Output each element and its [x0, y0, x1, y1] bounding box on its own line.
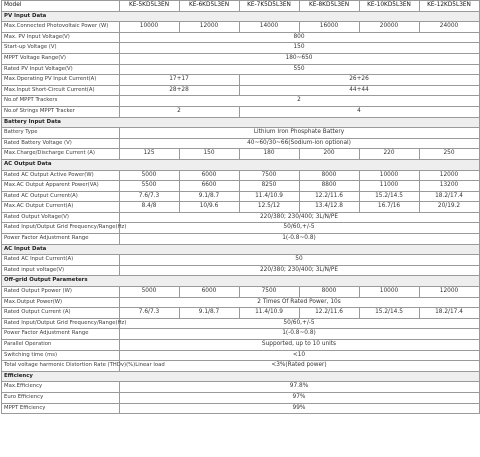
- spec-value: 5000: [119, 170, 179, 181]
- spec-value: 13200: [419, 181, 479, 192]
- spec-value: 1(-0.8~0.8): [119, 329, 479, 340]
- spec-value: 10/9.6: [179, 202, 239, 213]
- spec-label: MPPT Voltage Range(V): [2, 53, 119, 64]
- spec-row: [2, 85, 479, 96]
- spec-value: 13.4/12.8: [299, 202, 359, 213]
- spec-row: [2, 43, 479, 54]
- spec-value: 12000: [179, 22, 239, 33]
- spec-label: Max.AC Output Current(A): [2, 202, 119, 213]
- spec-value: 7500: [239, 170, 299, 181]
- spec-label: Rated Output Current (A): [2, 308, 119, 319]
- spec-value: 12.5/12: [239, 202, 299, 213]
- spec-label: Battery Type: [2, 128, 119, 139]
- spec-table: [2, 1, 480, 414]
- spec-value: 20/19.2: [419, 202, 479, 213]
- spec-value: 10000: [119, 22, 179, 33]
- spec-label: Rated Output Ppower (W): [2, 287, 119, 298]
- spec-value: 6600: [179, 181, 239, 192]
- spec-value: 180~650: [119, 53, 479, 64]
- spec-value: 150: [179, 149, 239, 160]
- spec-value: 6000: [179, 170, 239, 181]
- spec-value: 14000: [239, 22, 299, 33]
- spec-label: Euro Efficiency: [2, 392, 119, 403]
- spec-label: Total voltage harmonic Distortion Rate (THDv)(%)Linear load: [2, 361, 119, 372]
- spec-row: [2, 22, 479, 33]
- spec-value: 250: [419, 149, 479, 160]
- spec-value: 180: [239, 149, 299, 160]
- spec-value: 125: [119, 149, 179, 160]
- spec-value: 150: [119, 43, 479, 54]
- spec-row: [2, 149, 479, 160]
- spec-row: [2, 297, 479, 308]
- spec-label: Power Factor Adjustment Range: [2, 329, 119, 340]
- section-header-row: [2, 371, 479, 382]
- spec-label: MPPT Efficiency: [2, 403, 119, 414]
- spec-value: 11.4/10.9: [239, 191, 299, 202]
- spec-value: 44+44: [239, 85, 479, 96]
- spec-value: 200: [299, 149, 359, 160]
- spec-value: 10000: [359, 287, 419, 298]
- spec-label: No.of MPPT Trackers: [2, 96, 119, 107]
- spec-label: Max.Output Power(W): [2, 297, 119, 308]
- spec-value: 50: [119, 255, 479, 266]
- spec-value: 20000: [359, 22, 419, 33]
- spec-value: 9.1/8.7: [179, 191, 239, 202]
- spec-label: Start-up Voltage (V): [2, 43, 119, 54]
- model-name: KE-6KD5L3EN: [179, 1, 239, 11]
- model-name: KE-10KD5L3EN: [359, 1, 419, 11]
- spec-label: Max. PV Input Voltage(V): [2, 32, 119, 43]
- section-title: PV Input Data: [2, 11, 479, 22]
- section-header-row: [2, 276, 479, 287]
- spec-label: Rated AC Output Active Power(W): [2, 170, 119, 181]
- spec-value: <10: [119, 350, 479, 361]
- spec-value: 11.4/10.9: [239, 308, 299, 319]
- spec-value: 18.2/17.4: [419, 191, 479, 202]
- spec-value: 97%: [119, 392, 479, 403]
- spec-row: [2, 382, 479, 393]
- spec-value: 40~60/30~66(Sodium-ion optional): [119, 138, 479, 149]
- section-title: Battery Input Data: [2, 117, 479, 128]
- spec-value: 2: [119, 96, 479, 107]
- spec-row: [2, 96, 479, 107]
- spec-value: 18.2/17.4: [419, 308, 479, 319]
- spec-row: [2, 170, 479, 181]
- model-header-label: Model: [2, 1, 119, 11]
- spec-label: Rated AC Input Current(A): [2, 255, 119, 266]
- spec-label: Rated Input/Output Grid Frequency/Range(Hz): [2, 318, 119, 329]
- spec-row: [2, 75, 479, 86]
- spec-value: 9.1/8.7: [179, 308, 239, 319]
- spec-label: No.of Strings MPPT Tracker: [2, 106, 119, 117]
- spec-label: Rated Input/Output Grid Frequency/Range(Hz): [2, 223, 119, 234]
- spec-value: 12.2/11.6: [299, 308, 359, 319]
- spec-value: 7.6/7.3: [119, 308, 179, 319]
- spec-row: [2, 392, 479, 403]
- spec-value: 8000: [299, 170, 359, 181]
- spec-value: 6000: [179, 287, 239, 298]
- spec-table-body: [2, 1, 479, 414]
- spec-row: [2, 265, 479, 276]
- section-header-row: [2, 11, 479, 22]
- spec-value: 12000: [419, 170, 479, 181]
- spec-label: Max.Efficiency: [2, 382, 119, 393]
- spec-sheet: [1, 0, 480, 414]
- spec-value: 8.4/8: [119, 202, 179, 213]
- spec-value: 220: [359, 149, 419, 160]
- spec-value: 17+17: [119, 75, 239, 86]
- model-name: KE-7K5D5L3EN: [239, 1, 299, 11]
- spec-value: 26+26: [239, 75, 479, 86]
- spec-value: 28+28: [119, 85, 239, 96]
- spec-value: 50/60,+/-5: [119, 223, 479, 234]
- spec-value: 16.7/16: [359, 202, 419, 213]
- spec-value: Supported, up to 10 units: [119, 340, 479, 351]
- spec-label: Rated Battery Voltage (V): [2, 138, 119, 149]
- spec-label: Max.Input Short-Circuit Current(A): [2, 85, 119, 96]
- spec-label: Rated input voltage(V): [2, 265, 119, 276]
- spec-value: 4: [239, 106, 479, 117]
- spec-value: 800: [119, 32, 479, 43]
- spec-row: [2, 138, 479, 149]
- spec-label: Rated AC Output Current(A): [2, 191, 119, 202]
- spec-row: [2, 212, 479, 223]
- spec-value: 8000: [299, 287, 359, 298]
- spec-row: [2, 255, 479, 266]
- spec-label: Parallel Operation: [2, 340, 119, 351]
- spec-row: [2, 287, 479, 298]
- spec-row: [2, 191, 479, 202]
- section-header-row: [2, 117, 479, 128]
- spec-value: 5500: [119, 181, 179, 192]
- spec-value: 220/380; 230/400; 3L/N/PE: [119, 212, 479, 223]
- spec-value: 24000: [419, 22, 479, 33]
- spec-row: [2, 223, 479, 234]
- spec-value: <3%(Rated power): [119, 361, 479, 372]
- spec-row: [2, 53, 479, 64]
- spec-row: [2, 318, 479, 329]
- spec-value: 11000: [359, 181, 419, 192]
- spec-value: 12.2/11.6: [299, 191, 359, 202]
- spec-label: Rated PV Input Voltage(V): [2, 64, 119, 75]
- section-title: AC Output Data: [2, 159, 479, 170]
- spec-row: [2, 329, 479, 340]
- spec-value: 1(-0.8~0.8): [119, 234, 479, 245]
- spec-value: 15.2/14.5: [359, 308, 419, 319]
- spec-value: 99%: [119, 403, 479, 414]
- spec-value: 550: [119, 64, 479, 75]
- spec-value: 8250: [239, 181, 299, 192]
- spec-row: [2, 361, 479, 372]
- spec-value: 10000: [359, 170, 419, 181]
- spec-value: 7.6/7.3: [119, 191, 179, 202]
- spec-label: Switching time (ms): [2, 350, 119, 361]
- spec-row: [2, 308, 479, 319]
- section-title: Efficiency: [2, 371, 479, 382]
- section-header-row: [2, 159, 479, 170]
- section-title: Off-grid Output Parameters: [2, 276, 479, 287]
- section-header-row: [2, 244, 479, 255]
- spec-label: Max.AC Output Apparent Power(VA): [2, 181, 119, 192]
- spec-row: [2, 64, 479, 75]
- spec-label: Rated Output Voltage(V): [2, 212, 119, 223]
- spec-value: 97.8%: [119, 382, 479, 393]
- spec-row: [2, 128, 479, 139]
- spec-value: 7500: [239, 287, 299, 298]
- spec-row: [2, 403, 479, 414]
- model-header-row: [2, 1, 479, 11]
- spec-value: 50/60,+/-5: [119, 318, 479, 329]
- section-title: AC Input Data: [2, 244, 479, 255]
- spec-value: 5000: [119, 287, 179, 298]
- spec-row: [2, 106, 479, 117]
- model-name: KE-5KD5L3EN: [119, 1, 179, 11]
- spec-label: Max.Connected Photovoltaic Power (W): [2, 22, 119, 33]
- spec-value: 12000: [419, 287, 479, 298]
- model-name: KE-12KD5L3EN: [419, 1, 479, 11]
- spec-value: 2: [119, 106, 239, 117]
- model-name: KE-8KD5L3EN: [299, 1, 359, 11]
- spec-row: [2, 32, 479, 43]
- spec-value: 8800: [299, 181, 359, 192]
- spec-row: [2, 181, 479, 192]
- spec-row: [2, 350, 479, 361]
- spec-value: Lithium Iron Phosphate Battery: [119, 128, 479, 139]
- spec-value: 15.2/14.5: [359, 191, 419, 202]
- spec-label: Max.Charge/Discharge Current (A): [2, 149, 119, 160]
- spec-label: Power Factor Adjustment Range: [2, 234, 119, 245]
- spec-row: [2, 234, 479, 245]
- spec-row: [2, 340, 479, 351]
- spec-value: 220/380; 230/400; 3L/N/PE: [119, 265, 479, 276]
- spec-row: [2, 202, 479, 213]
- spec-label: Max.Operating PV Input Current(A): [2, 75, 119, 86]
- spec-value: 16000: [299, 22, 359, 33]
- spec-value: 2 Times Of Rated Power, 10s: [119, 297, 479, 308]
